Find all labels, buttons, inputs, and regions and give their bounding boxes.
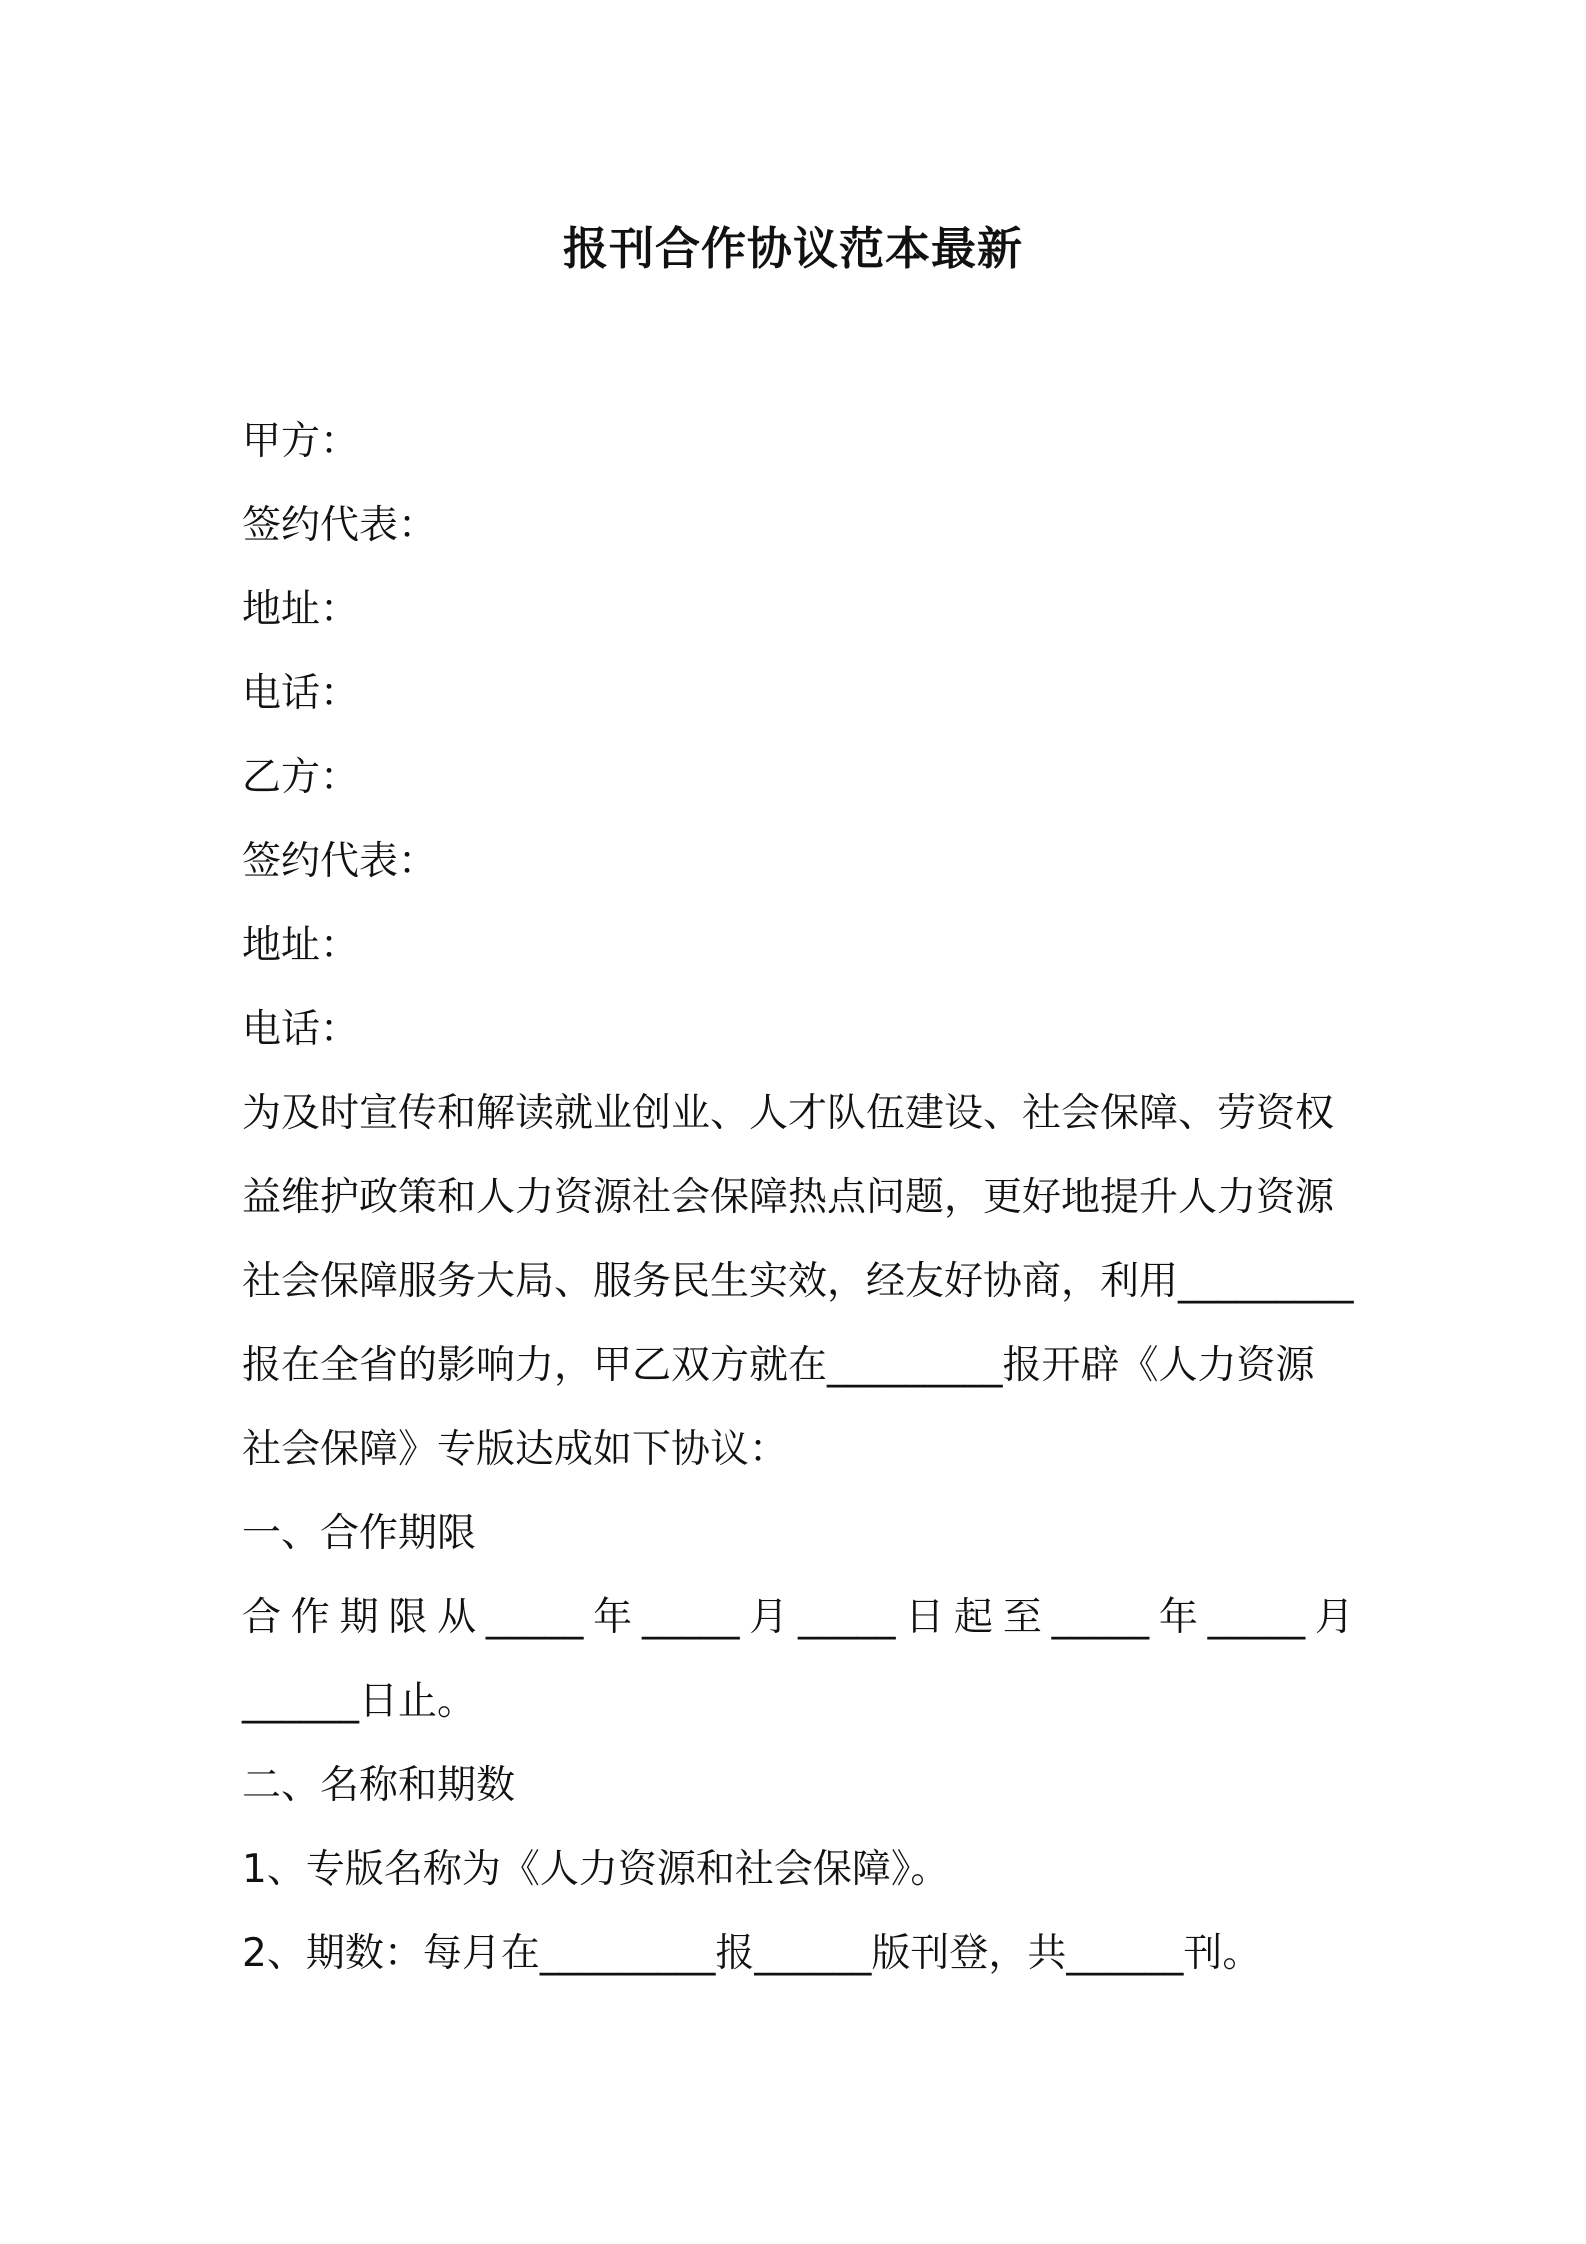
blank-field: _____ xyxy=(641,1595,740,1640)
term-text: 年 xyxy=(1158,1595,1198,1640)
party-b-phone: 电话： xyxy=(242,1007,360,1052)
intro-line-5: 社会保障》专版达成如下协议： xyxy=(242,1427,789,1472)
document-body xyxy=(242,400,1354,1996)
blank-field: _____ xyxy=(1207,1595,1306,1640)
section-2-item-2: 2、期数：每月在_________报______版刊登，共______刊。 xyxy=(242,1931,1262,1976)
intro-line-1: 为及时宣传和解读就业创业、人才队伍建设、社会保障、劳资权 xyxy=(242,1091,1335,1136)
term-text: 日 xyxy=(905,1595,945,1640)
term-text: 起 xyxy=(954,1595,994,1640)
section-1-heading: 一、合作期限 xyxy=(242,1511,477,1556)
party-a-phone: 电话： xyxy=(242,671,360,716)
section-2-heading: 二、名称和期数 xyxy=(242,1763,516,1808)
term-text: 从 xyxy=(437,1595,477,1640)
section-1-line-1 xyxy=(242,1576,1354,1660)
intro-line-3: 社会保障服务大局、服务民生实效，经友好协商，利用_________ xyxy=(242,1259,1354,1304)
term-text: 合 xyxy=(242,1595,282,1640)
party-b-label: 乙方： xyxy=(242,755,360,800)
term-text: 月 xyxy=(749,1595,789,1640)
document-title: 报刊合作协议范本最新 xyxy=(562,222,1023,275)
term-text: 至 xyxy=(1002,1595,1042,1640)
party-b-address: 地址： xyxy=(242,923,360,968)
term-text: 期 xyxy=(339,1595,379,1640)
term-text: 年 xyxy=(593,1595,633,1640)
intro-line-4: 报在全省的影响力，甲乙双方就在_________报开辟《人力资源 xyxy=(242,1343,1315,1388)
blank-field: _____ xyxy=(485,1595,584,1640)
section-2-item-1: 1、专版名称为《人力资源和社会保障》。 xyxy=(242,1847,950,1892)
intro-line-2: 益维护政策和人力资源社会保障热点问题，更好地提升人力资源 xyxy=(242,1175,1335,1220)
blank-field: _____ xyxy=(1051,1595,1150,1640)
term-text: 月 xyxy=(1314,1595,1354,1640)
section-1-line-2: ______日止。 xyxy=(242,1679,477,1724)
party-a-address: 地址： xyxy=(242,587,360,632)
party-a-label: 甲方： xyxy=(242,419,360,464)
party-a-rep: 签约代表： xyxy=(242,503,438,548)
blank-field: _____ xyxy=(798,1595,896,1640)
term-text: 限 xyxy=(388,1595,428,1640)
term-text: 作 xyxy=(290,1595,330,1640)
party-b-rep: 签约代表： xyxy=(242,839,438,884)
